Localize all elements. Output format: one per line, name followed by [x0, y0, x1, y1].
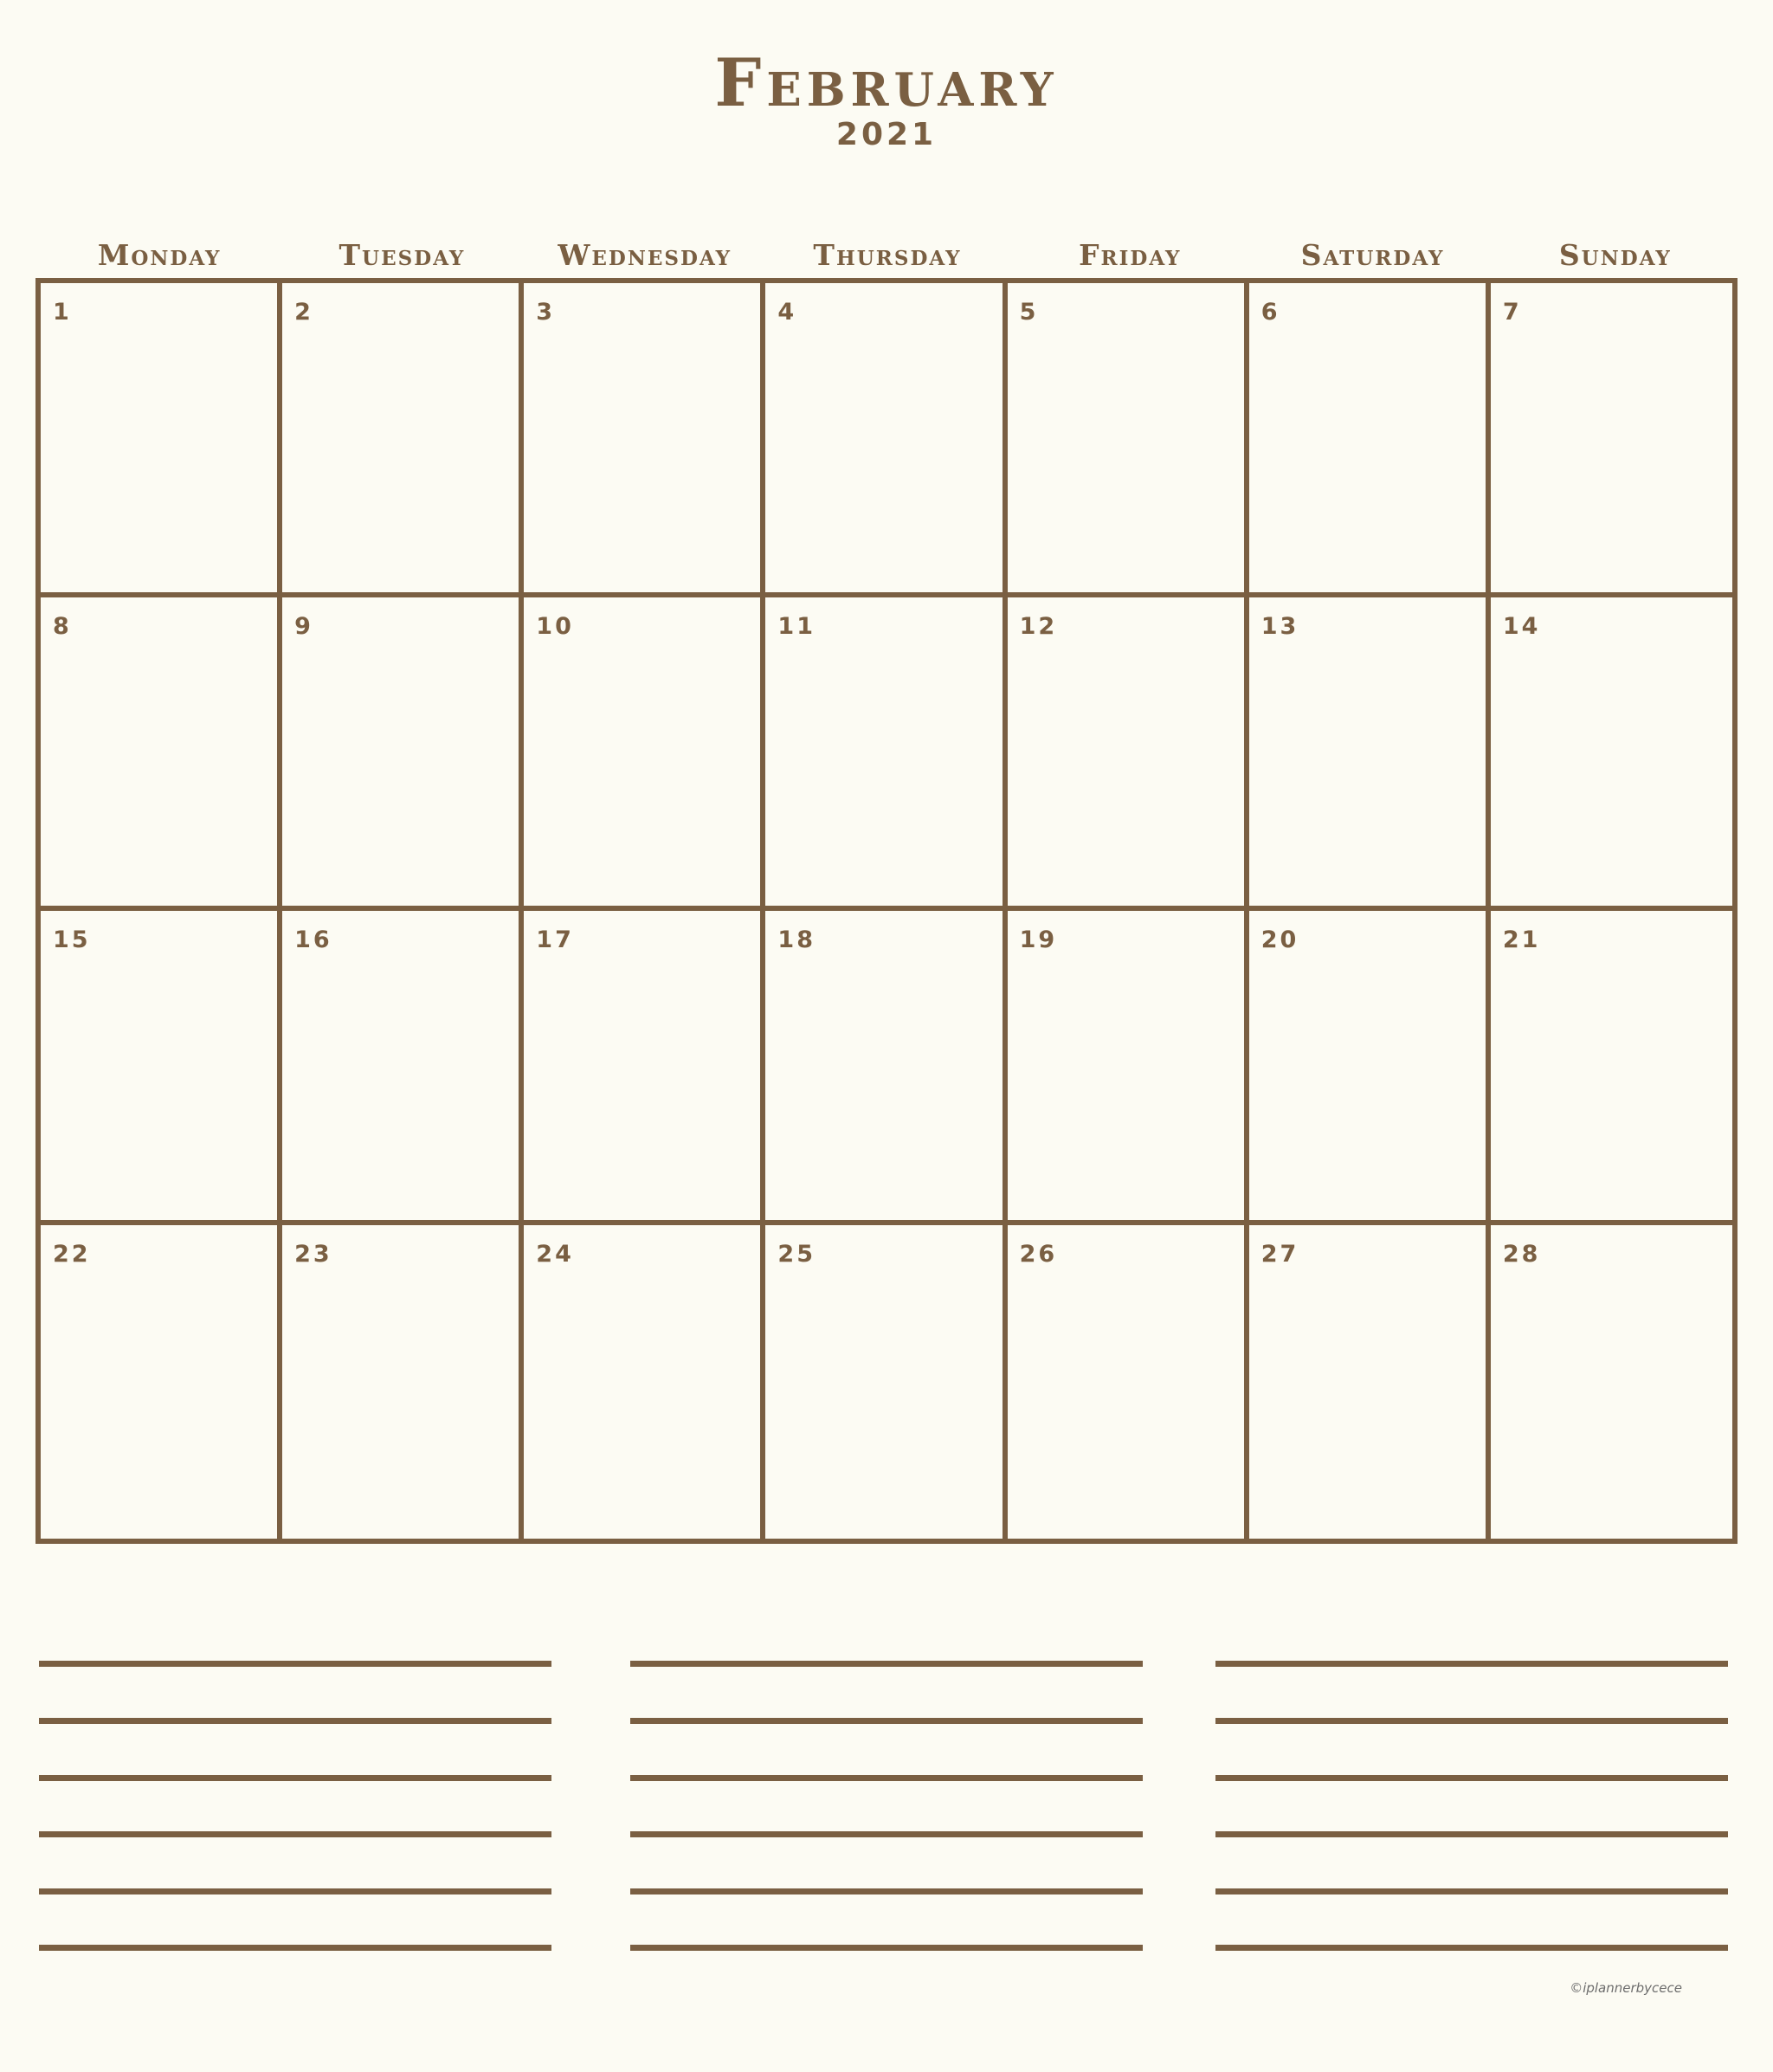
day-cell[interactable]: [41, 911, 282, 1225]
day-number: 15: [53, 926, 91, 953]
day-number: 23: [294, 1240, 332, 1268]
day-cell[interactable]: [765, 911, 1007, 1225]
day-cell[interactable]: [282, 283, 524, 597]
month-title: February: [714, 44, 1059, 121]
weekday-monday: Monday: [97, 238, 222, 272]
day-number: 24: [536, 1240, 574, 1268]
weekday-thursday: Thursday: [813, 238, 962, 272]
day-number: 3: [536, 299, 556, 326]
day-number: 12: [1019, 612, 1058, 640]
note-line: [39, 1831, 551, 1837]
day-cell[interactable]: [1491, 283, 1732, 597]
day-number: 5: [1019, 299, 1039, 326]
day-number: 6: [1260, 299, 1280, 326]
weekday-wednesday: Wednesday: [558, 238, 732, 272]
note-line: [39, 1888, 551, 1894]
day-number: 8: [53, 612, 72, 640]
day-cell[interactable]: [1491, 911, 1732, 1225]
day-cell[interactable]: [1249, 597, 1491, 912]
day-cell[interactable]: [282, 911, 524, 1225]
day-number: 17: [536, 926, 574, 953]
day-number: 13: [1260, 612, 1299, 640]
day-cell[interactable]: [524, 597, 765, 912]
day-number: 4: [777, 299, 797, 326]
note-line: [39, 1945, 551, 1951]
day-number: 10: [536, 612, 574, 640]
day-cell[interactable]: [41, 1225, 282, 1539]
day-cell[interactable]: [1008, 283, 1249, 597]
day-cell[interactable]: [282, 1225, 524, 1539]
note-line: [630, 1831, 1143, 1837]
day-number: 27: [1260, 1240, 1299, 1268]
day-number: 21: [1502, 926, 1541, 953]
day-number: 26: [1019, 1240, 1058, 1268]
day-number: 16: [294, 926, 332, 953]
note-line: [39, 1718, 551, 1724]
day-cell[interactable]: [1008, 597, 1249, 912]
day-cell[interactable]: [1249, 1225, 1491, 1539]
day-number: 19: [1019, 926, 1058, 953]
note-line: [630, 1661, 1143, 1667]
day-number: 1: [53, 299, 72, 326]
note-line: [1215, 1775, 1728, 1781]
day-cell[interactable]: [1008, 911, 1249, 1225]
notes-section: [0, 1661, 1773, 1955]
day-number: 25: [777, 1240, 816, 1268]
day-cell[interactable]: [1491, 597, 1732, 912]
weekday-friday: Friday: [1079, 238, 1182, 272]
note-line: [1215, 1888, 1728, 1894]
note-line: [1215, 1718, 1728, 1724]
note-line: [1215, 1831, 1728, 1837]
day-number: 28: [1502, 1240, 1541, 1268]
note-line: [1215, 1661, 1728, 1667]
note-line: [1215, 1945, 1728, 1951]
day-number: 20: [1260, 926, 1299, 953]
day-cell[interactable]: [765, 597, 1007, 912]
weekday-saturday: Saturday: [1300, 238, 1445, 272]
weekday-header-row: [38, 238, 1737, 272]
day-number: 22: [53, 1240, 91, 1268]
weekday-sunday: Sunday: [1558, 238, 1672, 272]
day-cell[interactable]: [41, 597, 282, 912]
day-cell[interactable]: [282, 597, 524, 912]
day-cell[interactable]: [765, 1225, 1007, 1539]
calendar-grid: [35, 278, 1738, 1544]
day-cell[interactable]: [765, 283, 1007, 597]
copyright-text: ©iplannerbycece: [1570, 1980, 1682, 1996]
day-cell[interactable]: [524, 283, 765, 597]
day-cell[interactable]: [1249, 911, 1491, 1225]
day-number: 11: [777, 612, 816, 640]
day-number: 14: [1502, 612, 1541, 640]
note-line: [630, 1945, 1143, 1951]
day-cell[interactable]: [524, 1225, 765, 1539]
day-number: 18: [777, 926, 816, 953]
day-cell[interactable]: [1491, 1225, 1732, 1539]
note-line: [630, 1718, 1143, 1724]
note-line: [39, 1775, 551, 1781]
day-number: 2: [294, 299, 313, 326]
day-cell[interactable]: [1008, 1225, 1249, 1539]
note-line: [630, 1775, 1143, 1781]
note-line: [630, 1888, 1143, 1894]
year-label: 2021: [835, 117, 938, 152]
day-number: 9: [294, 612, 313, 640]
note-line: [39, 1661, 551, 1667]
day-cell[interactable]: [41, 283, 282, 597]
day-cell[interactable]: [1249, 283, 1491, 597]
weekday-tuesday: Tuesday: [338, 238, 466, 272]
day-number: 7: [1502, 299, 1522, 326]
day-cell[interactable]: [524, 911, 765, 1225]
